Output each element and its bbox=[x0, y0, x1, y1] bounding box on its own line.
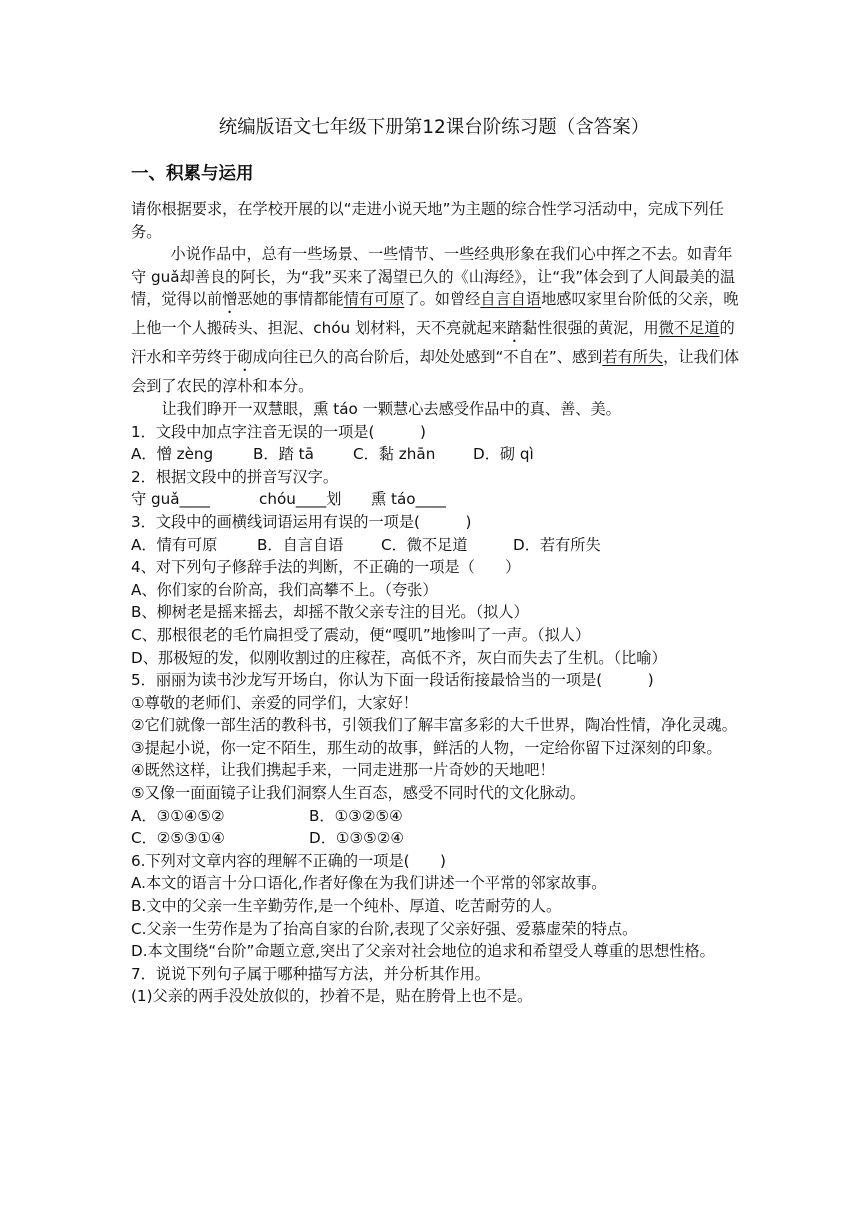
option-a: A．③①④⑤② bbox=[131, 806, 225, 825]
underlined-phrase: 情有可原 bbox=[343, 290, 405, 309]
intro-text: 请你根据要求，在学校开展的以“走进小说天地”为主题的综合性学习活动中，完成下列任务。 bbox=[131, 200, 724, 241]
question-2-blanks bbox=[131, 488, 741, 511]
option-d: D．若有所失 bbox=[513, 535, 601, 554]
question-3-options bbox=[131, 534, 741, 557]
page-title: 统编版语文七年级下册第12课台阶练习题（含答案） bbox=[218, 117, 650, 138]
question-7-item-1: (1)父亲的两手没处放似的，抄着不是，贴在胯骨上也不是。 bbox=[131, 987, 533, 1006]
question-5-stem: 5．丽丽为读书沙龙写开场白，你认为下面一段话衔接最恰当的一项是( ) bbox=[131, 671, 654, 690]
option-d: D．砌 qì bbox=[473, 445, 534, 464]
question-5-item-5: ⑤又像一面面镜子让我们洞察人生百态，感受不同时代的文化脉动。 bbox=[131, 784, 586, 803]
question-6-option-a: A.本文的语言十分口语化,作者好像在为我们讲述一个平常的邻家故事。 bbox=[131, 874, 607, 893]
question-2-stem: 2．根据文段中的拼音写汉字。 bbox=[131, 467, 339, 486]
question-6-option-d: D.本文围绕“台阶”命题立意,突出了父亲对社会地位的追求和希望受人尊重的思想性格。 bbox=[131, 942, 715, 961]
option-b: B．踏 tā bbox=[253, 445, 314, 464]
question-3-stem: 3．文段中的画横线词语运用有误的一项是( ) bbox=[131, 512, 472, 531]
option-b: B．①③②⑤④ bbox=[309, 806, 403, 825]
question-1-options bbox=[131, 443, 741, 466]
option-a: A．憎 zèng bbox=[131, 445, 214, 464]
underlined-phrase: 自言自语 bbox=[480, 290, 542, 309]
dotted-char: 憎 bbox=[222, 290, 238, 309]
question-5-item-3: ③提起小说，你一定不陌生，那生动的故事，鲜活的人物，一定给你留下过深刻的印象。 bbox=[131, 738, 722, 757]
question-4-option-c: C、那根很老的毛竹扁担受了震动，便“嘎叽”地惨叫了一声。（拟人） bbox=[131, 625, 591, 644]
dotted-char: 踏 bbox=[506, 319, 523, 338]
blank-2: chóu____划 bbox=[259, 490, 342, 509]
underlined-phrase: 微不足道 bbox=[658, 319, 720, 338]
question-6-option-b: B.文中的父亲一生辛勤劳作,是一个纯朴、厚道、吃苦耐劳的人。 bbox=[131, 897, 562, 916]
dotted-char: 砌 bbox=[237, 348, 253, 367]
option-d: D．①③⑤②④ bbox=[309, 829, 404, 848]
question-5-item-2: ②它们就像一部生活的教科书，引领我们了解丰富多彩的大千世界，陶冶性情，净化灵魂。 bbox=[131, 716, 737, 735]
question-4-option-a: A、你们家的台阶高，我们高攀不上。（夸张） bbox=[131, 580, 438, 599]
question-5-options-row-2 bbox=[131, 827, 741, 850]
question-5-options-row-1 bbox=[131, 805, 741, 828]
option-b: B．自言自语 bbox=[257, 535, 344, 554]
section-heading: 一、积累与运用 bbox=[131, 164, 254, 184]
blank-3: 熏 táo____ bbox=[371, 490, 446, 509]
option-c: C．②⑤③①④ bbox=[131, 829, 225, 848]
option-c: C．微不足道 bbox=[381, 535, 468, 554]
passage-paragraph-1: 小说作品中，总有一些场景、一些情节、一些经典形象在我们心中挥之不去。如青年守 guǎ却善良的阿长，为“我”买来了渴望已久的《山海经》，让“我”体会到了人间最美的温情，觉得以前憎恶她的事情都能情有可原了。如曾经自言自语地感叹家里台阶低的父亲，晚上他一个人搬砖头、担泥、chóu 划材料，天不亮就起来踏黏性很强的黄泥，用微不足道的汗水和辛劳终于砌成向往已久的高台阶后，却处处感到“不自在”、感到若有所失，让我们体会到了农民的淳朴和本分。 bbox=[131, 245, 740, 396]
question-4-option-b: B、柳树老是摇来摇去，却摇不散父亲专注的目光。（拟人） bbox=[131, 603, 529, 622]
question-1-stem: 1．文段中加点字注音无误的一项是( ) bbox=[131, 422, 426, 441]
question-4-stem: 4、对下列句子修辞手法的判断，不正确的一项是（ ） bbox=[131, 558, 521, 577]
passage-paragraph-2: 让我们睁开一双慧眼，熏 táo 一颗慧心去感受作品中的真、善、美。 bbox=[161, 399, 621, 418]
blank-1: 守 guǎ____ bbox=[131, 490, 210, 509]
option-c: C．黏 zhān bbox=[353, 445, 436, 464]
question-5-item-4: ④既然这样，让我们携起手来，一同走进那一片奇妙的天地吧！ bbox=[131, 761, 555, 780]
question-5-item-1: ①尊敬的老师们、亲爱的同学们，大家好！ bbox=[131, 693, 418, 712]
question-4-option-d: D、那极短的发，似刚收割过的庄稼茬，高低不齐，灰白而失去了生机。（比喻） bbox=[131, 648, 667, 667]
underlined-phrase: 若有所失 bbox=[602, 348, 664, 367]
question-6-option-c: C.父亲一生劳作是为了抬高自家的台阶,表现了父亲好强、爱慕虚荣的特点。 bbox=[131, 919, 638, 938]
question-6-stem: 6.下列对文章内容的理解不正确的一项是( ) bbox=[131, 851, 446, 870]
document-body bbox=[131, 198, 741, 1008]
question-7-stem: 7．说说下列句子属于哪种描写方法，并分析其作用。 bbox=[131, 964, 490, 983]
option-a: A．情有可原 bbox=[131, 535, 218, 554]
